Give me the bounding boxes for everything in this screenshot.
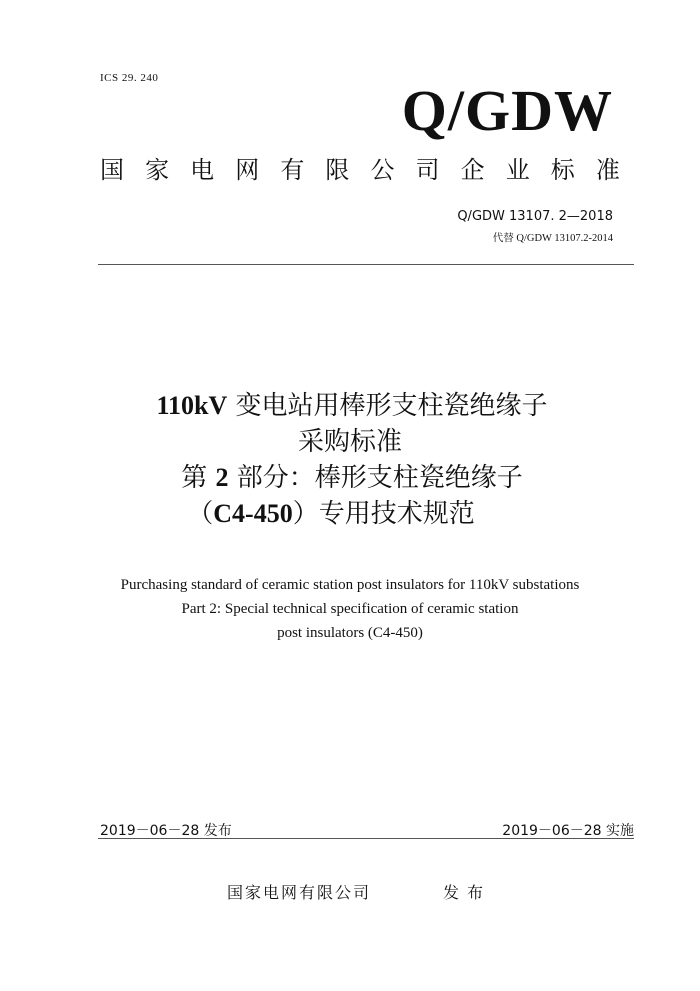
- chinese-title-line-1: [0, 388, 700, 424]
- organization-standard-heading: [100, 158, 620, 182]
- chinese-title: [0, 388, 700, 532]
- publish-date: 2019－06－28 发布: [100, 823, 232, 839]
- footer-divider: [98, 838, 634, 839]
- english-title-line-1: Purchasing standard of ceramic station post insulators for 110kV substations: [120, 577, 580, 593]
- english-title: [0, 573, 700, 645]
- title-text: 变电站用棒形支柱瓷绝缘子: [235, 391, 548, 421]
- org-char: 准: [595, 156, 620, 184]
- chinese-title-line-4: [0, 496, 700, 532]
- issue-label: 发布: [443, 883, 492, 902]
- chinese-title-line-3: [0, 460, 700, 496]
- title-voltage: 110kV: [156, 391, 228, 420]
- org-char: 家: [145, 156, 170, 184]
- org-char: 公: [370, 156, 395, 184]
- header-divider: [98, 264, 634, 265]
- org-char: 有: [280, 156, 305, 184]
- org-char: 业: [505, 156, 530, 184]
- english-title-line-3: post insulators (C4-450): [277, 625, 423, 641]
- issuing-organization: 国家电网有限公司: [227, 883, 372, 902]
- org-char: 标: [550, 156, 575, 184]
- title-model-code: C4-450: [213, 499, 293, 528]
- title-text: （: [187, 499, 214, 529]
- org-char: 限: [325, 156, 350, 184]
- english-title-line-2: Part 2: Special technical specification of ceramic station: [181, 601, 519, 617]
- standard-number: Q/GDW 13107. 2—2018: [457, 209, 613, 224]
- effective-date: 2019－06－28 实施: [502, 823, 634, 839]
- title-text: ）专用技术规范: [292, 499, 475, 529]
- title-text: 第: [181, 463, 208, 493]
- title-part-number: 2: [215, 463, 229, 492]
- org-char: 网: [235, 156, 260, 184]
- ics-code: ICS 29. 240: [100, 72, 159, 84]
- standard-logo: Q/GDW: [401, 78, 613, 143]
- replaces-standard: 代替 Q/GDW 13107.2-2014: [492, 233, 613, 244]
- title-text: 采购标准: [297, 427, 402, 457]
- org-char: 电: [190, 156, 215, 184]
- org-char: 企: [460, 156, 485, 184]
- chinese-title-line-2: [0, 424, 700, 460]
- title-text: 部分：棒形支柱瓷绝缘子: [236, 463, 523, 493]
- org-char: 国: [100, 156, 124, 184]
- org-char: 司: [415, 156, 440, 184]
